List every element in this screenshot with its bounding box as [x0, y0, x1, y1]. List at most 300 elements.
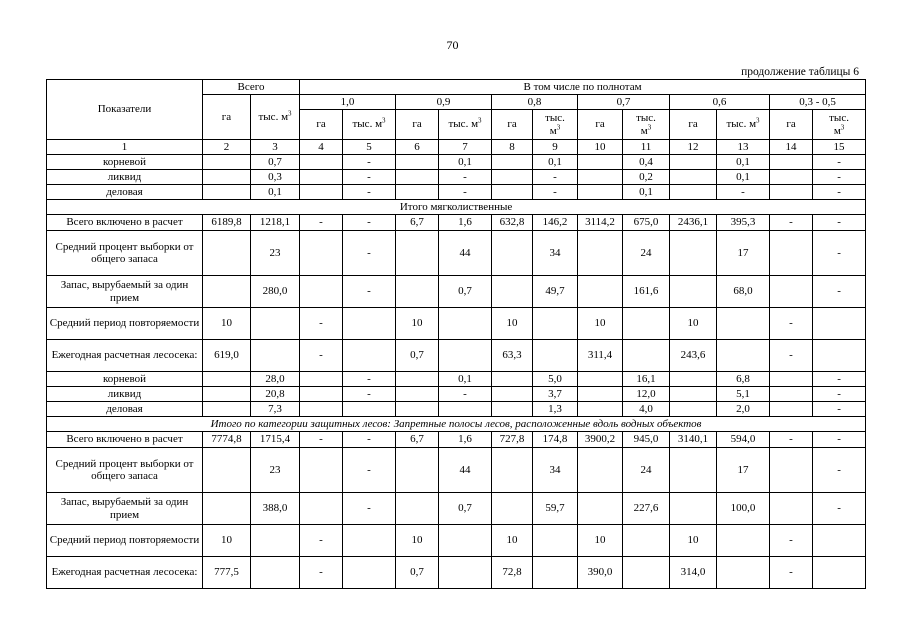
header-density: 0,8 [492, 95, 578, 110]
table-cell [343, 340, 396, 372]
header-density: 1,0 [300, 95, 396, 110]
table-cell [770, 493, 813, 525]
table-cell: 17 [717, 448, 770, 493]
table-cell: 280,0 [251, 276, 300, 308]
table-cell [492, 372, 533, 387]
table-cell: 10 [492, 308, 533, 340]
table-cell [203, 402, 251, 417]
row-label: Запас, вырубаемый за один прием [47, 276, 203, 308]
table-cell: 10 [492, 525, 533, 557]
table-cell: - [770, 215, 813, 231]
header-density: 0,3 - 0,5 [770, 95, 866, 110]
column-number: 10 [578, 140, 623, 155]
table-cell: 72,8 [492, 557, 533, 589]
table-cell [492, 155, 533, 170]
header-ha: га [300, 110, 343, 140]
table-cell: - [300, 557, 343, 589]
column-number-row [47, 140, 866, 155]
row-label: Средний период повторяемости [47, 525, 203, 557]
table-cell: - [439, 185, 492, 200]
table-cell [770, 170, 813, 185]
table-cell: 44 [439, 448, 492, 493]
table-cell [396, 387, 439, 402]
table-cell: - [300, 308, 343, 340]
table-cell: 1218,1 [251, 215, 300, 231]
table-cell [578, 276, 623, 308]
table-cell [770, 448, 813, 493]
table-cell: 5,0 [533, 372, 578, 387]
table-cell [439, 308, 492, 340]
table-row [47, 525, 866, 557]
table-cell: - [813, 185, 866, 200]
row-label: корневой [47, 155, 203, 170]
table-cell [492, 402, 533, 417]
table-cell: 174,8 [533, 432, 578, 448]
table-cell [578, 170, 623, 185]
table-row [47, 340, 866, 372]
table-cell [670, 185, 717, 200]
header-ha: га [578, 110, 623, 140]
header-ha: га [492, 110, 533, 140]
table-cell [300, 185, 343, 200]
table-cell [623, 525, 670, 557]
table-cell: 0,1 [251, 185, 300, 200]
table-cell: - [813, 215, 866, 231]
table-cell: 16,1 [623, 372, 670, 387]
table-cell: - [439, 387, 492, 402]
table-cell [396, 170, 439, 185]
table-cell: 1,6 [439, 215, 492, 231]
table-cell: 10 [578, 308, 623, 340]
table-cell [300, 402, 343, 417]
header-volume-stacked: тыс. $м^3$ [623, 110, 670, 140]
table-cell: 6,8 [717, 372, 770, 387]
table-cell [492, 448, 533, 493]
table-cell: 390,0 [578, 557, 623, 589]
table-row [47, 276, 866, 308]
table-cell: 23 [251, 448, 300, 493]
table-cell: 68,0 [717, 276, 770, 308]
table-cell [670, 402, 717, 417]
table-cell: 3900,2 [578, 432, 623, 448]
header-total-ha: га [203, 95, 251, 140]
table-cell: 161,6 [623, 276, 670, 308]
table-cell: 0,7 [251, 155, 300, 170]
table-cell: 10 [396, 525, 439, 557]
table-cell [813, 340, 866, 372]
row-label: Запас, вырубаемый за один прием [47, 493, 203, 525]
table-row [47, 185, 866, 200]
table-cell [492, 185, 533, 200]
table-cell: 0,4 [623, 155, 670, 170]
table-row [47, 215, 866, 231]
table-cell [203, 170, 251, 185]
table-cell: - [343, 448, 396, 493]
table-cell: - [770, 340, 813, 372]
table-cell [533, 340, 578, 372]
table-cell: 675,0 [623, 215, 670, 231]
table-cell: - [813, 402, 866, 417]
table-cell [717, 557, 770, 589]
table-cell: 2,0 [717, 402, 770, 417]
table-cell: 44 [439, 231, 492, 276]
table-cell [343, 402, 396, 417]
table-cell: - [533, 170, 578, 185]
table-cell [300, 448, 343, 493]
table-cell: 619,0 [203, 340, 251, 372]
table-cell [717, 340, 770, 372]
table-cell [578, 493, 623, 525]
table-cell: 10 [203, 308, 251, 340]
column-number: 15 [813, 140, 866, 155]
table-cell: 0,7 [396, 340, 439, 372]
table-cell [578, 402, 623, 417]
table-cell: - [813, 231, 866, 276]
table-cell: - [300, 340, 343, 372]
table-cell: - [533, 185, 578, 200]
table-cell: 0,1 [623, 185, 670, 200]
table-cell: 0,7 [439, 276, 492, 308]
table-row [47, 372, 866, 387]
table-cell [203, 387, 251, 402]
row-label: корневой [47, 372, 203, 387]
column-number: 6 [396, 140, 439, 155]
table-cell: - [300, 432, 343, 448]
table-cell: 727,8 [492, 432, 533, 448]
table-cell [813, 557, 866, 589]
header-density: 0,7 [578, 95, 670, 110]
table-cell: 7,3 [251, 402, 300, 417]
table-cell [439, 340, 492, 372]
table-cell [578, 231, 623, 276]
table-cell [439, 557, 492, 589]
column-number: 1 [47, 140, 203, 155]
table-cell [670, 170, 717, 185]
table-cell [670, 387, 717, 402]
table-cell [670, 448, 717, 493]
table-cell: 0,1 [717, 170, 770, 185]
table-cell: 6,7 [396, 432, 439, 448]
section-title: Итого мягколиственные [47, 200, 866, 215]
table-cell: - [300, 215, 343, 231]
table-cell [813, 308, 866, 340]
table-row [47, 448, 866, 493]
table-cell: - [343, 185, 396, 200]
table-cell: 12,0 [623, 387, 670, 402]
table-cell: 17 [717, 231, 770, 276]
table-cell: 1,6 [439, 432, 492, 448]
table-cell [300, 493, 343, 525]
table-cell: - [343, 170, 396, 185]
table-cell [670, 155, 717, 170]
column-number: 5 [343, 140, 396, 155]
column-number: 4 [300, 140, 343, 155]
header-ha: га [770, 110, 813, 140]
header-volume-stacked: тыс. $м^3$ [533, 110, 578, 140]
table-cell [396, 231, 439, 276]
table-cell: 3140,1 [670, 432, 717, 448]
table-cell [533, 308, 578, 340]
table-cell [623, 308, 670, 340]
table-cell: 0,1 [439, 155, 492, 170]
table-cell: 227,6 [623, 493, 670, 525]
table-cell [300, 170, 343, 185]
table-cell [251, 525, 300, 557]
row-label: ликвид [47, 387, 203, 402]
section-row [47, 200, 866, 215]
table-cell [251, 340, 300, 372]
table-cell: 59,7 [533, 493, 578, 525]
table-cell: 0,1 [717, 155, 770, 170]
table-cell [623, 557, 670, 589]
table-cell [770, 276, 813, 308]
column-number: 11 [623, 140, 670, 155]
table-cell: 243,6 [670, 340, 717, 372]
table-cell: 10 [578, 525, 623, 557]
table-cell [578, 185, 623, 200]
table-cell: - [813, 170, 866, 185]
table-cell: 10 [203, 525, 251, 557]
table-cell: 49,7 [533, 276, 578, 308]
table-row [47, 170, 866, 185]
table-cell: 314,0 [670, 557, 717, 589]
table-cell: - [813, 493, 866, 525]
table-cell: 146,2 [533, 215, 578, 231]
row-label: Ежегодная расчетная лесосека: [47, 557, 203, 589]
table-cell [343, 557, 396, 589]
table-cell: 20,8 [251, 387, 300, 402]
header-ha: га [670, 110, 717, 140]
header-ha: га [396, 110, 439, 140]
table-cell [813, 525, 866, 557]
table-cell: 0,1 [533, 155, 578, 170]
page-number: 70 [446, 38, 459, 52]
row-label: деловая [47, 185, 203, 200]
column-number: 7 [439, 140, 492, 155]
table-cell: - [439, 170, 492, 185]
table-cell [492, 276, 533, 308]
table-cell [770, 387, 813, 402]
table-cell: - [343, 432, 396, 448]
table-cell [533, 525, 578, 557]
table-cell: 0,2 [623, 170, 670, 185]
table-cell: 0,7 [396, 557, 439, 589]
column-number: 13 [717, 140, 770, 155]
table-cell: 7774,8 [203, 432, 251, 448]
table-cell [343, 308, 396, 340]
column-number: 8 [492, 140, 533, 155]
table-cell [439, 402, 492, 417]
table-cell: 100,0 [717, 493, 770, 525]
header-volume: тыс. $м^3$ [439, 110, 492, 140]
column-number: 3 [251, 140, 300, 155]
table-cell: 23 [251, 231, 300, 276]
table-cell [770, 372, 813, 387]
table-cell: 10 [396, 308, 439, 340]
table-cell [578, 155, 623, 170]
table-cell [578, 448, 623, 493]
table-cell: - [717, 185, 770, 200]
table-cell: - [813, 155, 866, 170]
table-cell [578, 387, 623, 402]
table-cell: 3114,2 [578, 215, 623, 231]
table-cell: - [343, 493, 396, 525]
section-row [47, 417, 866, 432]
table-cell: 3,7 [533, 387, 578, 402]
table-cell: 777,5 [203, 557, 251, 589]
table-cell: 5,1 [717, 387, 770, 402]
table-cell: - [770, 308, 813, 340]
table-cell: - [343, 372, 396, 387]
row-label: Средний период повторяемости [47, 308, 203, 340]
table-cell: 2436,1 [670, 215, 717, 231]
table-cell [492, 170, 533, 185]
table-cell: 10 [670, 308, 717, 340]
table-cell [492, 387, 533, 402]
table-row [47, 493, 866, 525]
table-cell [717, 308, 770, 340]
table-cell: - [300, 525, 343, 557]
column-number: 14 [770, 140, 813, 155]
table-cell [770, 155, 813, 170]
table-row [47, 402, 866, 417]
forest-inventory-table [46, 79, 866, 589]
table-cell [717, 525, 770, 557]
table-cell [300, 372, 343, 387]
table-cell: 24 [623, 448, 670, 493]
table-cell: - [813, 448, 866, 493]
table-cell [578, 372, 623, 387]
table-cell [770, 402, 813, 417]
table-cell: - [813, 372, 866, 387]
table-cell [533, 557, 578, 589]
table-cell: 632,8 [492, 215, 533, 231]
column-number: 12 [670, 140, 717, 155]
table-cell: 311,4 [578, 340, 623, 372]
table-cell [396, 372, 439, 387]
table-row [47, 308, 866, 340]
table-cell [203, 493, 251, 525]
table-cell [396, 185, 439, 200]
table-cell: 388,0 [251, 493, 300, 525]
table-cell [203, 155, 251, 170]
table-cell: 1715,4 [251, 432, 300, 448]
row-label: Средний процент выборки от общего запаса [47, 448, 203, 493]
table-row [47, 231, 866, 276]
table-cell [300, 276, 343, 308]
table-cell [203, 276, 251, 308]
table-cell [770, 231, 813, 276]
table-cell [251, 308, 300, 340]
table-cell: 24 [623, 231, 670, 276]
table-cell: 1,3 [533, 402, 578, 417]
table-cell: 28,0 [251, 372, 300, 387]
table-cell: - [343, 276, 396, 308]
header-total-volume: тыс. $м^3$ [251, 95, 300, 140]
table-cell [300, 155, 343, 170]
table-cell: 0,1 [439, 372, 492, 387]
table-cell [492, 493, 533, 525]
column-number: 2 [203, 140, 251, 155]
table-row [47, 557, 866, 589]
table-cell: - [813, 276, 866, 308]
table-cell [770, 185, 813, 200]
table-cell: - [343, 155, 396, 170]
column-number: 9 [533, 140, 578, 155]
header-by-density: В том числе по полнотам [300, 80, 866, 95]
table-cell: 395,3 [717, 215, 770, 231]
table-cell: 945,0 [623, 432, 670, 448]
table-row [47, 432, 866, 448]
table-cell: - [343, 215, 396, 231]
table-cell [203, 372, 251, 387]
table-cell: 0,7 [439, 493, 492, 525]
table-cell: 63,3 [492, 340, 533, 372]
table-row [47, 387, 866, 402]
table-cell [203, 448, 251, 493]
table-cell: - [770, 432, 813, 448]
table-cell [670, 372, 717, 387]
table-cell: 594,0 [717, 432, 770, 448]
table-cell: 4,0 [623, 402, 670, 417]
table-cell: - [770, 525, 813, 557]
table-cell [343, 525, 396, 557]
table-cell [439, 525, 492, 557]
table-cell [396, 402, 439, 417]
table-cell [396, 448, 439, 493]
table-cell [396, 493, 439, 525]
table-cell [203, 231, 251, 276]
table-cell: - [813, 387, 866, 402]
table-cell [670, 493, 717, 525]
table-cell [300, 387, 343, 402]
header-indicators: Показатели [47, 80, 203, 140]
table-cell [492, 231, 533, 276]
table-cell [396, 155, 439, 170]
row-label: Ежегодная расчетная лесосека: [47, 340, 203, 372]
row-label: Всего включено в расчет [47, 432, 203, 448]
table-cell [670, 231, 717, 276]
table-cell [203, 185, 251, 200]
header-total: Всего [203, 80, 300, 95]
header-row-1 [47, 80, 866, 95]
table-cell: - [813, 432, 866, 448]
table-row [47, 155, 866, 170]
row-label: Всего включено в расчет [47, 215, 203, 231]
continuation-label: продолжение таблицы 6 [741, 66, 859, 78]
section-title: Итого по категории защитных лесов: Запретные полосы лесов, расположенные вдоль водных объектов [47, 417, 866, 432]
table-cell: 0,3 [251, 170, 300, 185]
table-cell [670, 276, 717, 308]
table-cell: - [343, 387, 396, 402]
header-volume: тыс. $м^3$ [343, 110, 396, 140]
table-cell: 6,7 [396, 215, 439, 231]
header-volume-stacked: тыс. $м^3$ [813, 110, 866, 140]
table-cell: 34 [533, 448, 578, 493]
table-cell [396, 276, 439, 308]
row-label: ликвид [47, 170, 203, 185]
table-cell [251, 557, 300, 589]
row-label: Средний процент выборки от общего запаса [47, 231, 203, 276]
table-cell [300, 231, 343, 276]
table-cell: - [343, 231, 396, 276]
table-cell: - [770, 557, 813, 589]
table-cell: 10 [670, 525, 717, 557]
header-volume: тыс. $м^3$ [717, 110, 770, 140]
row-label: деловая [47, 402, 203, 417]
table-cell [623, 340, 670, 372]
header-density: 0,9 [396, 95, 492, 110]
